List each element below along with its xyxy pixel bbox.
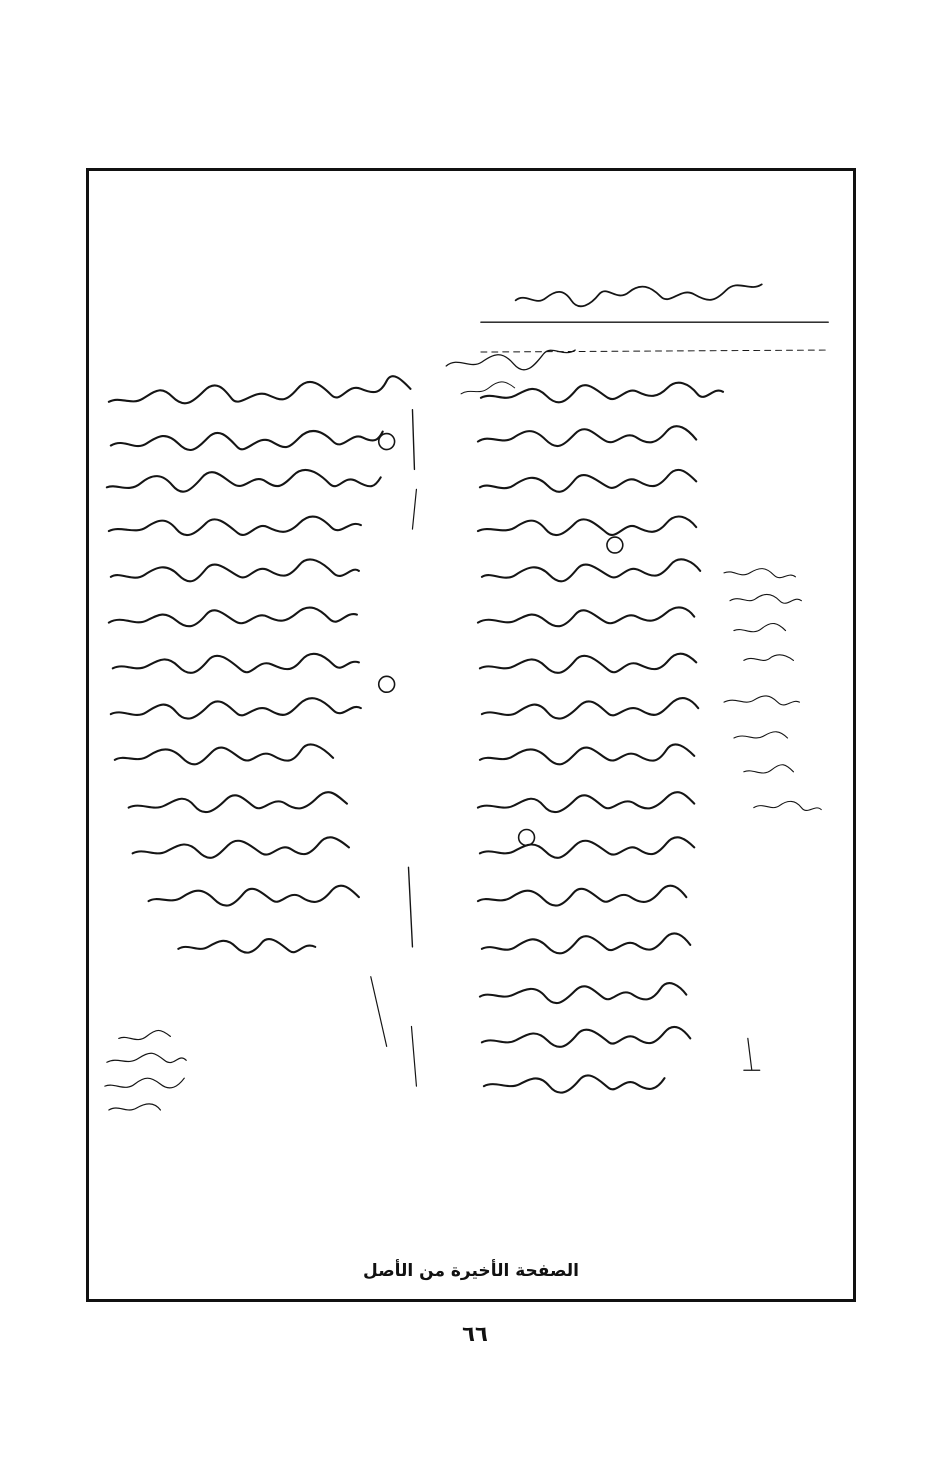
caption: الصفحة الأخيرة من الأصل xyxy=(363,1261,579,1281)
manuscript-image xyxy=(89,171,853,1299)
page-number: ٦٦ xyxy=(462,1322,488,1346)
manuscript-frame xyxy=(86,168,856,1302)
